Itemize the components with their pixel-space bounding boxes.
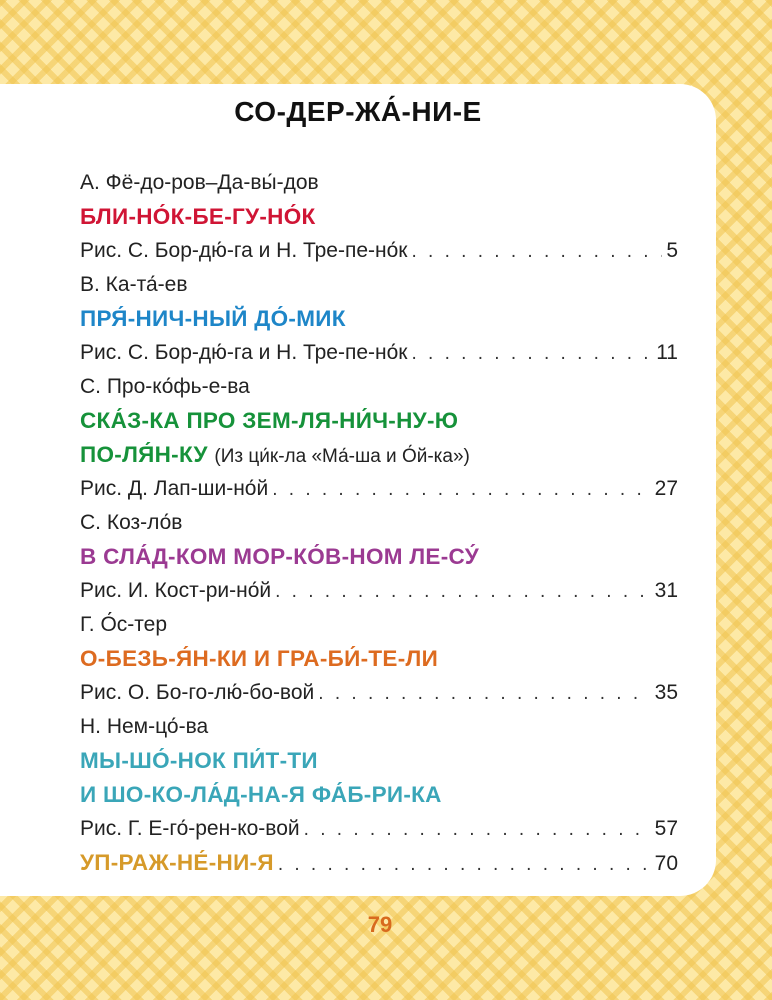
toc-row[interactable]	[80, 336, 678, 370]
author-fedorov-davydov: А. Фё-до-ров–Да-вы́-дов	[80, 171, 319, 194]
author-kataev: В. Ка-та́-ев	[80, 273, 188, 296]
page-title: СО-ДЕР-ЖА́-НИ-Е	[234, 96, 482, 127]
exercises-label: УП-РАЖ-НЕ́-НИ-Я	[80, 850, 274, 875]
story-skazka-line2[interactable]	[80, 438, 678, 472]
author-kozlov: С. Коз-ло́в	[80, 511, 183, 534]
dot-leader	[278, 848, 651, 882]
dot-leader	[318, 677, 650, 711]
toc-row[interactable]	[80, 472, 678, 506]
story-morkovny-les[interactable]: В СЛА́Д-КОМ МОР-КО́В-НОМ ЛЕ-СУ́	[80, 544, 480, 569]
illustrator-credit: Рис. И. Кост-ри-но́й	[80, 579, 272, 602]
dot-leader	[304, 813, 651, 847]
author-prokofeva: С. Про-ко́фь-е-ва	[80, 375, 250, 398]
author-nemtsova: Н. Нем-цо́-ва	[80, 715, 209, 738]
page-ref: 57	[654, 817, 678, 840]
story-myshonok-line1[interactable]: МЫ-ШО́-НОК ПИ́Т-ТИ	[80, 748, 318, 773]
page-ref: 70	[654, 852, 678, 875]
illustrator-credit: Рис. С. Бор-дю́-га и Н. Тре-пе-но́к	[80, 239, 408, 262]
author-oster: Г. О́с-тер	[80, 613, 168, 636]
story-obezyanki[interactable]: О-БЕЗЬ-Я́Н-КИ И ГРА-БИ́-ТЕ-ЛИ	[80, 646, 439, 671]
story-skazka-line1[interactable]: СКА́З-КА ПРО ЗЕМ-ЛЯ-НИ́Ч-НУ-Ю	[80, 408, 459, 433]
story-pryanichny-domik[interactable]: ПРЯ́-НИЧ-НЫЙ ДО́-МИК	[80, 306, 346, 331]
illustrator-credit: Рис. Г. Е-го́-рен-ко-вой	[80, 817, 300, 840]
illustrator-credit: Рис. С. Бор-дю́-га и Н. Тре-пе-но́к	[80, 341, 408, 364]
illustrator-credit: Рис. Д. Лап-ши-но́й	[80, 477, 269, 500]
page-ref: 11	[656, 341, 678, 364]
illustrator-credit: Рис. О. Бо-го-лю́-бо-вой	[80, 681, 315, 704]
page-ref: 35	[654, 681, 678, 704]
dot-leader	[275, 575, 651, 609]
dot-leader	[412, 235, 663, 269]
toc-row[interactable]	[80, 574, 678, 608]
story-note: (Из ци́к-ла «Ма́-ша и О́й-ка»)	[214, 446, 470, 467]
toc-row[interactable]	[80, 676, 678, 710]
story-myshonok-line2[interactable]: И ШО-КО-ЛА́Д-НА-Я ФА́Б-РИ-КА	[80, 782, 442, 807]
page-number: 79	[367, 912, 393, 937]
toc-row[interactable]	[80, 812, 678, 846]
page-ref: 31	[654, 579, 678, 602]
dot-leader	[272, 473, 650, 507]
table-of-contents	[80, 166, 678, 880]
page-ref: 5	[666, 239, 678, 262]
page-ref: 27	[654, 477, 678, 500]
toc-row[interactable]	[80, 234, 678, 268]
story-blinok-begunok[interactable]: БЛИ-НО́К-БЕ-ГУ-НО́К	[80, 204, 316, 229]
story-skazka-line2-text: ПО-ЛЯ́Н-КУ	[80, 442, 208, 467]
dot-leader	[412, 337, 653, 371]
toc-row-exercises[interactable]	[80, 846, 678, 880]
